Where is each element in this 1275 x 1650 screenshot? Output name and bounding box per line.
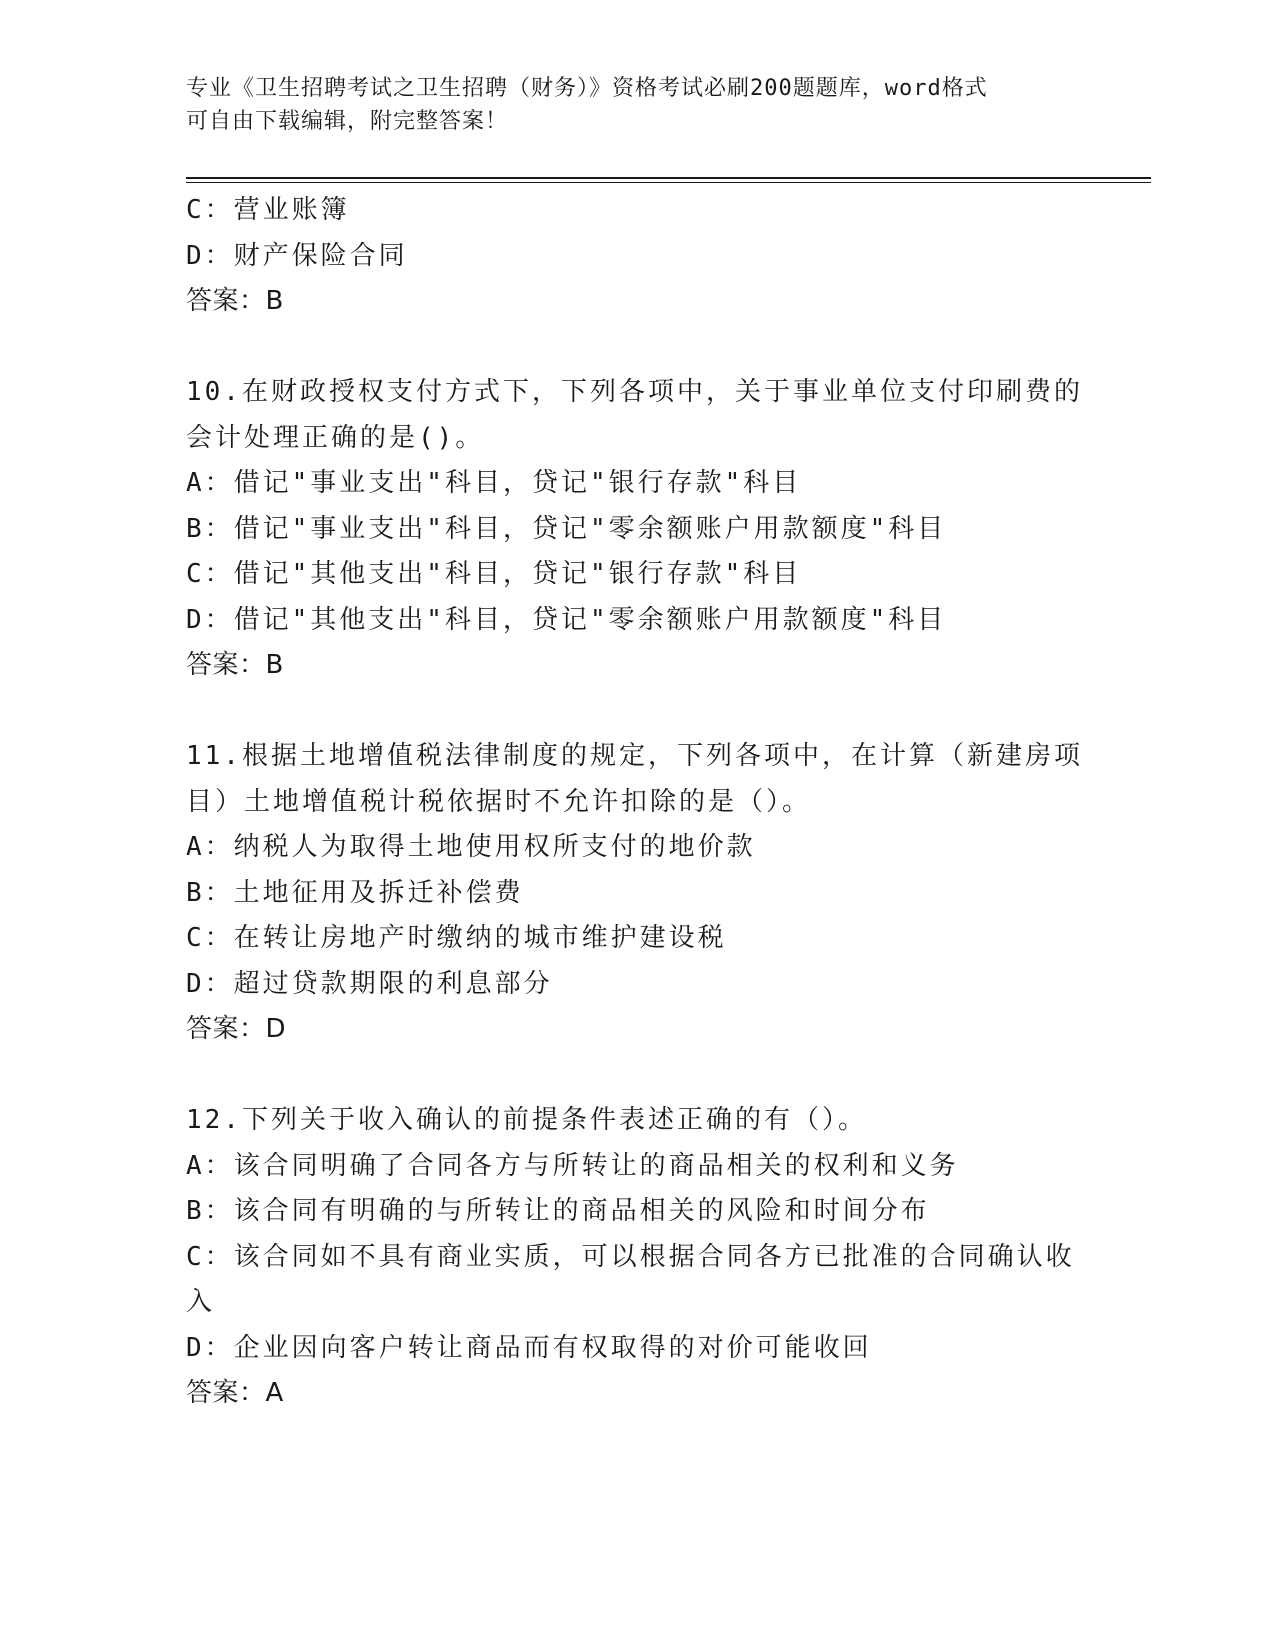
question-9-tail: [186, 188, 1086, 325]
option-b: B：该合同有明确的与所转让的商品相关的风险和时间分布: [186, 1196, 930, 1226]
spacer: [186, 689, 1086, 735]
answer: 答案：A: [186, 1378, 284, 1408]
answer: 答案：B: [186, 650, 284, 680]
question-stem: 10.在财政授权支付方式下，下列各项中，关于事业单位支付印刷费的: [186, 377, 1083, 407]
answer: 答案：D: [186, 1014, 287, 1044]
answer: 答案：B: [186, 286, 284, 316]
option-b: B：借记"事业支出"科目，贷记"零余额账户用款额度"科目: [186, 513, 947, 544]
option-c: C：营业账簿: [186, 195, 350, 225]
option-b: B：土地征用及拆迁补偿费: [186, 877, 524, 908]
header-title-line-1: 专业《卫生招聘考试之卫生招聘（财务）》资格考试必刷200题题库，word格式: [186, 76, 988, 101]
option-d: D：超过贷款期限的利息部分: [186, 968, 553, 999]
question-stem: 12.下列关于收入确认的前提条件表述正确的有（）。: [186, 1105, 867, 1135]
header-title-line-2: 可自由下载编辑，附完整答案！: [186, 109, 509, 134]
option-c: C：该合同如不具有商业实质，可以根据合同各方已批准的合同确认收: [186, 1241, 1075, 1272]
question-stem: 11.根据土地增值税法律制度的规定，下列各项中，在计算（新建房项: [186, 741, 1083, 771]
spacer: [186, 1053, 1086, 1099]
document-header: [186, 72, 1106, 138]
option-c: C：借记"其他支出"科目，贷记"银行存款"科目: [186, 559, 802, 589]
option-a: A：纳税人为取得土地使用权所支付的地价款: [186, 832, 756, 862]
option-a: A：借记"事业支出"科目，贷记"银行存款"科目: [186, 468, 802, 498]
question-stem: 目）土地增值税计税依据时不允许扣除的是（）。: [186, 786, 812, 817]
header-divider-thick: [186, 177, 1151, 179]
question-11: [186, 734, 1086, 1053]
option-a: A：该合同明确了合同各方与所转让的商品相关的权利和义务: [186, 1150, 959, 1181]
option-d: D：企业因向客户转让商品而有权取得的对价可能收回: [186, 1332, 872, 1363]
spacer: [186, 325, 1086, 371]
question-stem: 会计处理正确的是()。: [186, 422, 485, 453]
question-10: [186, 370, 1086, 689]
question-12: [186, 1098, 1086, 1417]
option-d: D：财产保险合同: [186, 240, 408, 271]
option-c: C：在转让房地产时缴纳的城市维护建设税: [186, 923, 727, 953]
question-list: [186, 188, 1086, 1417]
option-c-continued: 入: [186, 1287, 216, 1317]
option-d: D：借记"其他支出"科目，贷记"零余额账户用款额度"科目: [186, 604, 947, 635]
header-divider-thin: [186, 182, 1151, 183]
